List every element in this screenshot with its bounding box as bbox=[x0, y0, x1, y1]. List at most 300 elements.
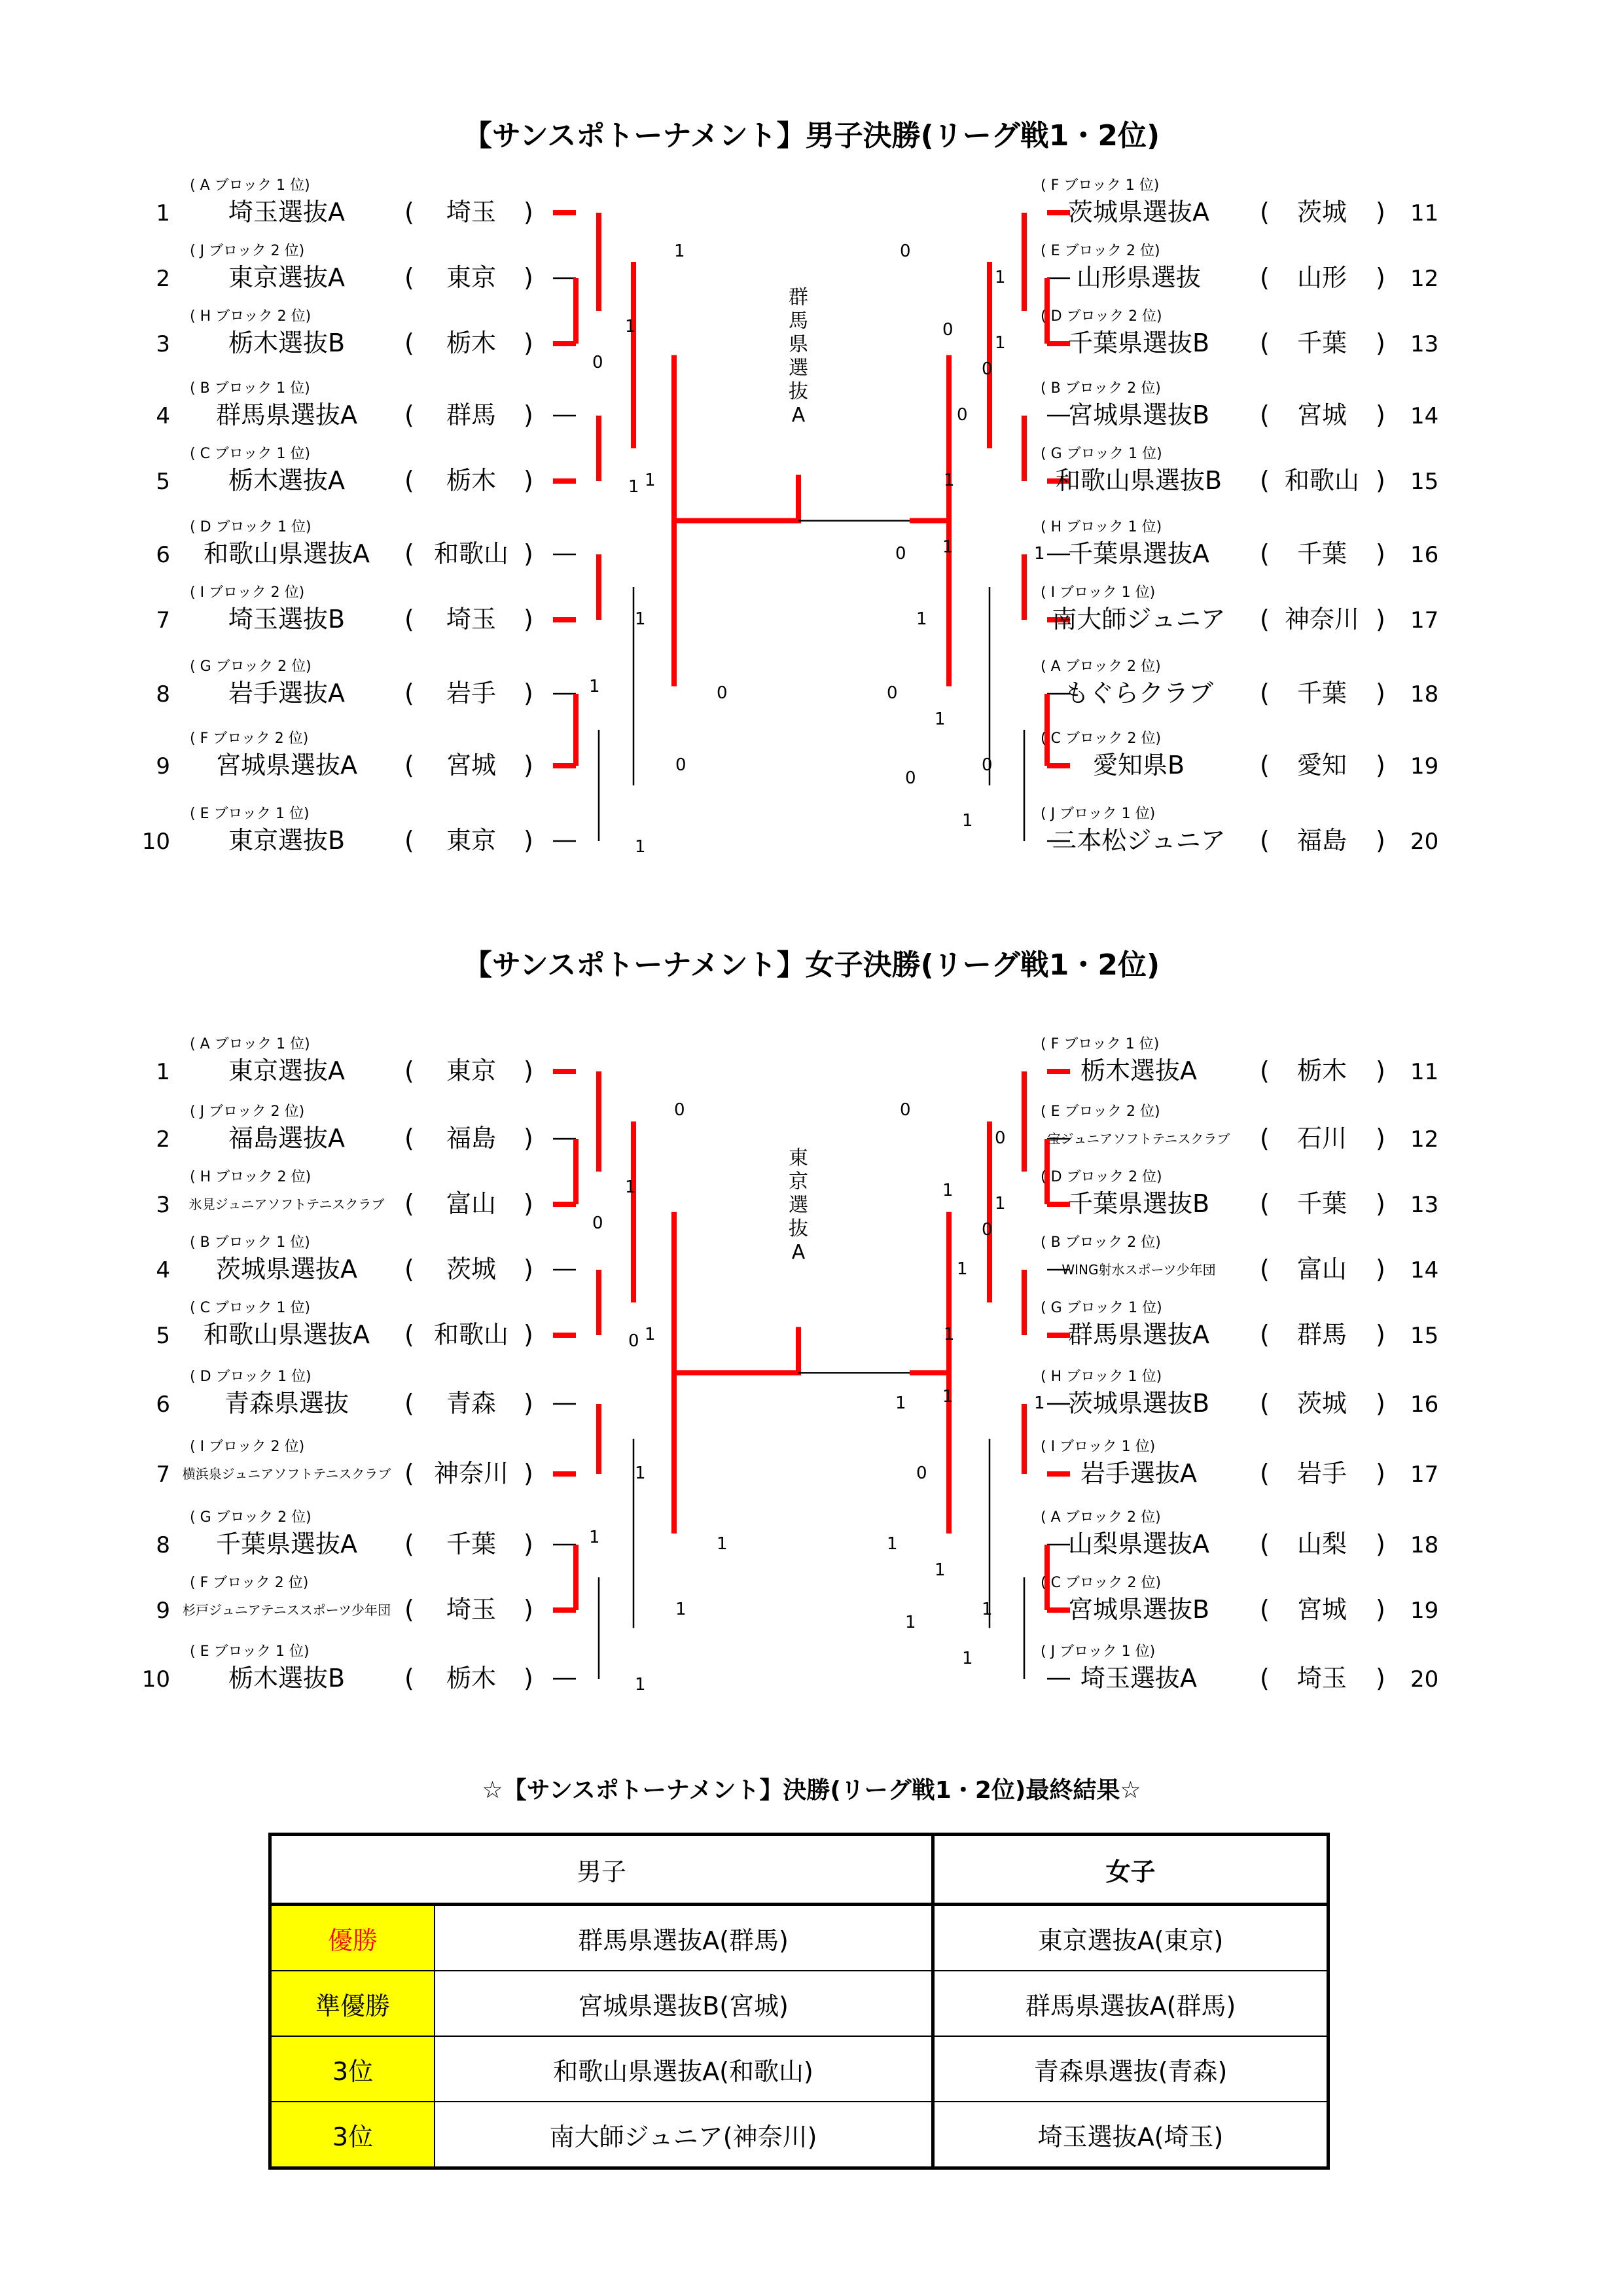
prefecture-name: 富山 bbox=[446, 1189, 497, 1218]
paren-close: ) bbox=[1376, 539, 1385, 568]
paren-open: ( bbox=[404, 1459, 414, 1488]
results-row bbox=[270, 2036, 1329, 2102]
paren-open: ( bbox=[1260, 1389, 1270, 1418]
seed-number: 12 bbox=[1410, 1126, 1439, 1153]
team-name: 栃木選抜A bbox=[228, 466, 345, 495]
match-score: 1 bbox=[674, 242, 685, 261]
prefecture-name: 埼玉 bbox=[446, 198, 497, 226]
match-score: 1 bbox=[635, 837, 646, 857]
rank-label: 優勝 bbox=[270, 1905, 435, 1971]
match-score: 1 bbox=[887, 1534, 898, 1554]
prefecture-name: 群馬 bbox=[1296, 1320, 1347, 1349]
match-score: 0 bbox=[675, 755, 687, 775]
block-rank-label: ( B ブロック 1 位) bbox=[190, 380, 310, 397]
prefecture-name: 宮城 bbox=[1296, 401, 1347, 429]
seed-number: 18 bbox=[1410, 681, 1439, 708]
block-rank-label: ( A ブロック 2 位) bbox=[1041, 658, 1161, 675]
paren-close: ) bbox=[524, 539, 533, 568]
paren-close: ) bbox=[1376, 679, 1385, 708]
block-rank-label: ( I ブロック 2 位) bbox=[190, 1439, 305, 1455]
paren-open: ( bbox=[1260, 1595, 1270, 1624]
champion-name-char: 抜 bbox=[789, 1217, 808, 1240]
block-rank-label: ( J ブロック 2 位) bbox=[190, 243, 305, 259]
team-name: 山梨県選抜A bbox=[1068, 1530, 1209, 1558]
paren-open: ( bbox=[404, 605, 414, 634]
prefecture-name: 栃木 bbox=[446, 1664, 497, 1693]
team-name: 埼玉選抜A bbox=[228, 198, 345, 226]
team-name: もぐらクラブ bbox=[1063, 679, 1214, 708]
match-score: 1 bbox=[625, 1177, 636, 1197]
team-name: 茨城県選抜B bbox=[1067, 1389, 1210, 1418]
men-header: 男子 bbox=[270, 1835, 933, 1905]
paren-close: ) bbox=[524, 679, 533, 708]
paren-open: ( bbox=[404, 198, 414, 226]
paren-close: ) bbox=[524, 1530, 533, 1558]
match-score: 1 bbox=[962, 811, 973, 831]
block-rank-label: ( G ブロック 2 位) bbox=[190, 1509, 312, 1526]
prefecture-name: 千葉 bbox=[1296, 1189, 1347, 1218]
seed-number: 11 bbox=[1410, 200, 1439, 226]
seed-number: 17 bbox=[1410, 607, 1439, 634]
paren-close: ) bbox=[1376, 826, 1385, 855]
match-score: 1 bbox=[635, 1463, 646, 1483]
men-result: 和歌山県選抜A(和歌山) bbox=[435, 2036, 933, 2102]
seed-number: 13 bbox=[1410, 331, 1439, 357]
paren-open: ( bbox=[404, 826, 414, 855]
match-score: 1 bbox=[995, 333, 1006, 353]
paren-close: ) bbox=[524, 263, 533, 292]
seed-number: 15 bbox=[1410, 1323, 1439, 1349]
team-name: WING射水スポーツ少年団 bbox=[1061, 1262, 1216, 1278]
seed-number: 5 bbox=[156, 469, 170, 495]
champion-name-char: A bbox=[791, 1241, 806, 1264]
team-name: 横浜泉ジュニアソフトテニスクラブ bbox=[182, 1466, 391, 1482]
team-name: 千葉県選抜A bbox=[216, 1530, 357, 1558]
paren-open: ( bbox=[1260, 401, 1270, 429]
team-name: 山形県選抜 bbox=[1076, 263, 1202, 292]
team-name: 群馬県選抜A bbox=[216, 401, 357, 429]
seed-number: 5 bbox=[156, 1323, 170, 1349]
match-score: 0 bbox=[916, 1463, 927, 1483]
champion-name-char: 東 bbox=[789, 1147, 808, 1170]
women-result: 東京選抜A(東京) bbox=[933, 1905, 1329, 1971]
team-name: 東京選抜A bbox=[228, 1056, 345, 1085]
match-score: 1 bbox=[635, 1675, 646, 1695]
prefecture-name: 宮城 bbox=[1296, 1595, 1347, 1624]
team-name: 東京選抜B bbox=[228, 826, 346, 855]
block-rank-label: ( D ブロック 1 位) bbox=[190, 1369, 312, 1385]
paren-close: ) bbox=[524, 1124, 533, 1153]
paren-close: ) bbox=[1376, 1320, 1385, 1349]
seed-number: 7 bbox=[156, 607, 170, 634]
prefecture-name: 埼玉 bbox=[446, 605, 497, 634]
team-name: 宝ジュニアソフトテニスクラブ bbox=[1047, 1131, 1230, 1147]
paren-close: ) bbox=[524, 1189, 533, 1218]
paren-open: ( bbox=[404, 751, 414, 780]
block-rank-label: ( C ブロック 1 位) bbox=[190, 446, 311, 462]
prefecture-name: 愛知 bbox=[1296, 751, 1347, 780]
match-score: 1 bbox=[944, 1325, 955, 1344]
champion-name-char: 馬 bbox=[789, 310, 808, 332]
seed-number: 16 bbox=[1410, 1391, 1439, 1418]
block-rank-label: ( D ブロック 1 位) bbox=[190, 519, 312, 535]
block-rank-label: ( A ブロック 2 位) bbox=[1041, 1509, 1161, 1526]
paren-close: ) bbox=[1376, 1595, 1385, 1624]
block-rank-label: ( B ブロック 2 位) bbox=[1041, 1234, 1161, 1251]
match-score: 1 bbox=[982, 1600, 993, 1619]
men-result: 宮城県選抜B(宮城) bbox=[435, 1971, 933, 2036]
paren-close: ) bbox=[1376, 329, 1385, 357]
seed-number: 4 bbox=[156, 1257, 170, 1283]
paren-open: ( bbox=[404, 1664, 414, 1693]
champion-name-char: 選 bbox=[789, 357, 808, 380]
results-row bbox=[270, 1905, 1329, 1971]
paren-open: ( bbox=[1260, 605, 1270, 634]
match-score: 0 bbox=[995, 1128, 1006, 1148]
paren-close: ) bbox=[524, 1595, 533, 1624]
match-score: 1 bbox=[717, 1534, 728, 1554]
seed-number: 17 bbox=[1410, 1462, 1439, 1488]
paren-close: ) bbox=[1376, 1664, 1385, 1693]
seed-number: 9 bbox=[156, 753, 170, 780]
champion-name-char: 抜 bbox=[789, 380, 808, 403]
prefecture-name: 千葉 bbox=[1296, 679, 1347, 708]
match-score: 0 bbox=[957, 405, 968, 425]
seed-number: 14 bbox=[1410, 1257, 1439, 1283]
women-result: 青森県選抜(青森) bbox=[933, 2036, 1329, 2102]
match-score: 1 bbox=[942, 1387, 954, 1407]
match-score: 0 bbox=[982, 755, 993, 775]
paren-close: ) bbox=[524, 1320, 533, 1349]
match-score: 1 bbox=[942, 537, 954, 557]
prefecture-name: 石川 bbox=[1296, 1124, 1347, 1153]
seed-number: 1 bbox=[156, 200, 170, 226]
prefecture-name: 東京 bbox=[446, 826, 497, 855]
block-rank-label: ( J ブロック 1 位) bbox=[1041, 1643, 1156, 1660]
paren-close: ) bbox=[524, 1664, 533, 1693]
match-score: 0 bbox=[942, 320, 954, 340]
girls-title: 【サンスポトーナメント】女子決勝(リーグ戦1・2位) bbox=[463, 948, 1160, 982]
match-score: 1 bbox=[589, 1528, 600, 1547]
match-score: 1 bbox=[962, 1649, 973, 1668]
champion-name-char: 県 bbox=[789, 333, 808, 356]
seed-number: 8 bbox=[156, 1532, 170, 1558]
women-result: 群馬県選抜A(群馬) bbox=[933, 1971, 1329, 2036]
prefecture-name: 和歌山 bbox=[433, 539, 509, 568]
paren-close: ) bbox=[1376, 263, 1385, 292]
match-score: 1 bbox=[589, 677, 600, 696]
prefecture-name: 宮城 bbox=[446, 751, 497, 780]
results-header-row bbox=[270, 1835, 1329, 1905]
paren-close: ) bbox=[1376, 1389, 1385, 1418]
block-rank-label: ( E ブロック 1 位) bbox=[190, 1643, 310, 1660]
seed-number: 20 bbox=[1410, 1666, 1439, 1693]
block-rank-label: ( A ブロック 1 位) bbox=[190, 1036, 310, 1052]
paren-open: ( bbox=[404, 1056, 414, 1085]
seed-number: 19 bbox=[1410, 1598, 1439, 1624]
paren-open: ( bbox=[1260, 679, 1270, 708]
paren-close: ) bbox=[524, 329, 533, 357]
match-score: 0 bbox=[895, 544, 906, 564]
team-name: 宮城県選抜B bbox=[1067, 1595, 1210, 1624]
block-rank-label: ( C ブロック 1 位) bbox=[190, 1300, 311, 1316]
match-score: 1 bbox=[957, 1259, 968, 1279]
paren-open: ( bbox=[1260, 466, 1270, 495]
prefecture-name: 青森 bbox=[446, 1389, 497, 1418]
prefecture-name: 茨城 bbox=[1296, 198, 1347, 226]
team-name: 千葉県選抜B bbox=[1067, 1189, 1210, 1218]
paren-open: ( bbox=[1260, 329, 1270, 357]
match-score: 0 bbox=[592, 1213, 603, 1233]
paren-close: ) bbox=[1376, 1056, 1385, 1085]
match-score: 1 bbox=[895, 1393, 906, 1413]
block-rank-label: ( D ブロック 2 位) bbox=[1041, 1169, 1162, 1185]
prefecture-name: 山梨 bbox=[1296, 1530, 1347, 1558]
paren-open: ( bbox=[404, 466, 414, 495]
block-rank-label: ( H ブロック 2 位) bbox=[190, 308, 312, 325]
prefecture-name: 千葉 bbox=[446, 1530, 497, 1558]
prefecture-name: 埼玉 bbox=[1296, 1664, 1347, 1693]
team-name: 宮城県選抜A bbox=[216, 751, 357, 780]
paren-close: ) bbox=[1376, 1459, 1385, 1488]
block-rank-label: ( E ブロック 2 位) bbox=[1041, 243, 1160, 259]
paren-open: ( bbox=[1260, 1459, 1270, 1488]
paren-open: ( bbox=[404, 679, 414, 708]
paren-close: ) bbox=[1376, 401, 1385, 429]
champion-name-char: A bbox=[791, 404, 806, 427]
paren-open: ( bbox=[1260, 1056, 1270, 1085]
paren-close: ) bbox=[524, 605, 533, 634]
block-rank-label: ( H ブロック 1 位) bbox=[1041, 1369, 1162, 1385]
seed-number: 14 bbox=[1410, 403, 1439, 429]
paren-close: ) bbox=[524, 1459, 533, 1488]
match-score: 1 bbox=[905, 1613, 916, 1632]
champion-name-char: 選 bbox=[789, 1194, 808, 1217]
paren-close: ) bbox=[524, 751, 533, 780]
paren-close: ) bbox=[524, 1389, 533, 1418]
team-name: 千葉県選抜B bbox=[1067, 329, 1210, 357]
team-name: 岩手選抜A bbox=[228, 679, 345, 708]
match-score: 1 bbox=[645, 471, 656, 490]
block-rank-label: ( F ブロック 1 位) bbox=[1041, 177, 1160, 194]
paren-open: ( bbox=[404, 539, 414, 568]
prefecture-name: 千葉 bbox=[1296, 329, 1347, 357]
match-score: 1 bbox=[635, 609, 646, 629]
seed-number: 15 bbox=[1410, 469, 1439, 495]
match-score: 0 bbox=[628, 1331, 639, 1351]
match-score: 1 bbox=[1034, 1393, 1045, 1413]
paren-close: ) bbox=[524, 1255, 533, 1283]
paren-open: ( bbox=[404, 1255, 414, 1283]
paren-open: ( bbox=[1260, 751, 1270, 780]
team-name: 和歌山県選抜A bbox=[204, 1320, 370, 1349]
paren-close: ) bbox=[1376, 1530, 1385, 1558]
prefecture-name: 茨城 bbox=[1296, 1389, 1347, 1418]
seed-number: 1 bbox=[156, 1059, 170, 1085]
paren-open: ( bbox=[1260, 1320, 1270, 1349]
team-name: 栃木選抜A bbox=[1080, 1056, 1197, 1085]
match-score: 1 bbox=[645, 1325, 656, 1344]
prefecture-name: 埼玉 bbox=[446, 1595, 497, 1624]
block-rank-label: ( F ブロック 1 位) bbox=[1041, 1036, 1160, 1052]
team-name: 和歌山県選抜A bbox=[204, 539, 370, 568]
match-score: 0 bbox=[905, 768, 916, 788]
match-score: 0 bbox=[900, 242, 911, 261]
prefecture-name: 山形 bbox=[1296, 263, 1347, 292]
women-header: 女子 bbox=[933, 1835, 1329, 1905]
block-rank-label: ( B ブロック 2 位) bbox=[1041, 380, 1161, 397]
team-name: 氷見ジュニアソフトテニスクラブ bbox=[188, 1196, 385, 1212]
block-rank-label: ( I ブロック 1 位) bbox=[1041, 584, 1156, 601]
seed-number: 19 bbox=[1410, 753, 1439, 780]
match-score: 1 bbox=[1034, 544, 1045, 564]
paren-open: ( bbox=[1260, 1664, 1270, 1693]
block-rank-label: ( C ブロック 2 位) bbox=[1041, 1575, 1162, 1591]
seed-number: 11 bbox=[1410, 1059, 1439, 1085]
prefecture-name: 東京 bbox=[446, 263, 497, 292]
paren-close: ) bbox=[524, 401, 533, 429]
match-score: 0 bbox=[982, 359, 993, 379]
block-rank-label: ( H ブロック 1 位) bbox=[1041, 519, 1162, 535]
paren-open: ( bbox=[1260, 1124, 1270, 1153]
team-name: 南大師ジュニア bbox=[1052, 605, 1226, 634]
paren-open: ( bbox=[404, 1595, 414, 1624]
paren-open: ( bbox=[1260, 539, 1270, 568]
match-score: 0 bbox=[887, 683, 898, 703]
team-name: 福島選抜A bbox=[228, 1124, 345, 1153]
seed-number: 2 bbox=[156, 1126, 170, 1153]
prefecture-name: 栃木 bbox=[446, 329, 497, 357]
seed-number: 10 bbox=[141, 829, 170, 855]
paren-close: ) bbox=[1376, 605, 1385, 634]
champion-name-char: 群 bbox=[789, 286, 808, 309]
paren-open: ( bbox=[404, 1320, 414, 1349]
prefecture-name: 群馬 bbox=[446, 401, 497, 429]
block-rank-label: ( A ブロック 1 位) bbox=[190, 177, 310, 194]
block-rank-label: ( G ブロック 2 位) bbox=[190, 658, 312, 675]
paren-open: ( bbox=[404, 1530, 414, 1558]
block-rank-label: ( G ブロック 1 位) bbox=[1041, 446, 1162, 462]
block-rank-label: ( D ブロック 2 位) bbox=[1041, 308, 1162, 325]
match-score: 1 bbox=[628, 477, 639, 497]
block-rank-label: ( C ブロック 2 位) bbox=[1041, 730, 1162, 747]
seed-number: 2 bbox=[156, 266, 170, 292]
rank-label: 3位 bbox=[270, 2036, 435, 2102]
paren-open: ( bbox=[1260, 1530, 1270, 1558]
paren-close: ) bbox=[1376, 751, 1385, 780]
block-rank-label: ( I ブロック 1 位) bbox=[1041, 1439, 1156, 1455]
seed-number: 10 bbox=[141, 1666, 170, 1693]
seed-number: 16 bbox=[1410, 542, 1439, 568]
team-name: 栃木選抜B bbox=[228, 1664, 346, 1693]
champion-name-char: 京 bbox=[789, 1170, 808, 1193]
results-title: ☆【サンスポトーナメント】決勝(リーグ戦1・2位)最終結果☆ bbox=[482, 1777, 1141, 1804]
paren-open: ( bbox=[1260, 1189, 1270, 1218]
prefecture-name: 栃木 bbox=[1296, 1056, 1347, 1085]
results-table bbox=[268, 1833, 1330, 2170]
paren-close: ) bbox=[524, 1056, 533, 1085]
team-name: 茨城県選抜A bbox=[1068, 198, 1209, 226]
seed-number: 4 bbox=[156, 403, 170, 429]
women-result: 埼玉選抜A(埼玉) bbox=[933, 2102, 1329, 2168]
team-name: 埼玉選抜B bbox=[228, 605, 346, 634]
prefecture-name: 東京 bbox=[446, 1056, 497, 1085]
paren-open: ( bbox=[1260, 263, 1270, 292]
team-name: 青森県選抜 bbox=[224, 1389, 349, 1418]
prefecture-name: 茨城 bbox=[446, 1255, 497, 1283]
seed-number: 12 bbox=[1410, 266, 1439, 292]
match-score: 1 bbox=[944, 471, 955, 490]
team-name: 杉戸ジュニアテニススポーツ少年団 bbox=[183, 1602, 391, 1618]
paren-open: ( bbox=[1260, 198, 1270, 226]
paren-open: ( bbox=[1260, 826, 1270, 855]
paren-open: ( bbox=[404, 1389, 414, 1418]
block-rank-label: ( B ブロック 1 位) bbox=[190, 1234, 310, 1251]
men-result: 南大師ジュニア(神奈川) bbox=[435, 2102, 933, 2168]
team-name: 岩手選抜A bbox=[1080, 1459, 1197, 1488]
paren-close: ) bbox=[1376, 198, 1385, 226]
paren-close: ) bbox=[524, 466, 533, 495]
team-name: 千葉県選抜A bbox=[1068, 539, 1209, 568]
seed-number: 20 bbox=[1410, 829, 1439, 855]
match-score: 1 bbox=[675, 1600, 687, 1619]
paren-open: ( bbox=[1260, 1255, 1270, 1283]
seed-number: 7 bbox=[156, 1462, 170, 1488]
prefecture-name: 栃木 bbox=[446, 466, 497, 495]
team-name: 和歌山県選抜B bbox=[1055, 466, 1222, 495]
seed-number: 3 bbox=[156, 1192, 170, 1218]
block-rank-label: ( J ブロック 1 位) bbox=[1041, 806, 1156, 822]
block-rank-label: ( F ブロック 2 位) bbox=[190, 730, 309, 747]
paren-close: ) bbox=[1376, 1124, 1385, 1153]
seed-number: 8 bbox=[156, 681, 170, 708]
prefecture-name: 和歌山 bbox=[433, 1320, 509, 1349]
block-rank-label: ( H ブロック 2 位) bbox=[190, 1169, 312, 1185]
seed-number: 9 bbox=[156, 1598, 170, 1624]
paren-close: ) bbox=[1376, 1255, 1385, 1283]
block-rank-label: ( G ブロック 1 位) bbox=[1041, 1300, 1162, 1316]
paren-close: ) bbox=[1376, 1189, 1385, 1218]
match-score: 1 bbox=[995, 1194, 1006, 1213]
paren-open: ( bbox=[404, 329, 414, 357]
match-score: 0 bbox=[982, 1220, 993, 1240]
paren-close: ) bbox=[524, 198, 533, 226]
team-name: 茨城県選抜A bbox=[216, 1255, 357, 1283]
paren-close: ) bbox=[524, 826, 533, 855]
match-score: 0 bbox=[717, 683, 728, 703]
men-result: 群馬県選抜A(群馬) bbox=[435, 1905, 933, 1971]
prefecture-name: 岩手 bbox=[446, 679, 497, 708]
paren-close: ) bbox=[1376, 466, 1385, 495]
team-name: 愛知県B bbox=[1092, 751, 1185, 780]
team-name: 栃木選抜B bbox=[228, 329, 346, 357]
seed-number: 6 bbox=[156, 542, 170, 568]
team-name: 二本松ジュニア bbox=[1052, 826, 1226, 855]
rank-label: 3位 bbox=[270, 2102, 435, 2168]
prefecture-name: 神奈川 bbox=[1284, 605, 1360, 634]
match-score: 1 bbox=[942, 1181, 954, 1200]
prefecture-name: 岩手 bbox=[1296, 1459, 1347, 1488]
team-name: 宮城県選抜B bbox=[1067, 401, 1210, 429]
prefecture-name: 富山 bbox=[1296, 1255, 1347, 1283]
prefecture-name: 和歌山 bbox=[1284, 466, 1360, 495]
match-score: 1 bbox=[995, 268, 1006, 287]
prefecture-name: 千葉 bbox=[1296, 539, 1347, 568]
paren-open: ( bbox=[404, 1189, 414, 1218]
team-name: 東京選抜A bbox=[228, 263, 345, 292]
match-score: 1 bbox=[935, 709, 946, 729]
match-score: 0 bbox=[900, 1100, 911, 1120]
